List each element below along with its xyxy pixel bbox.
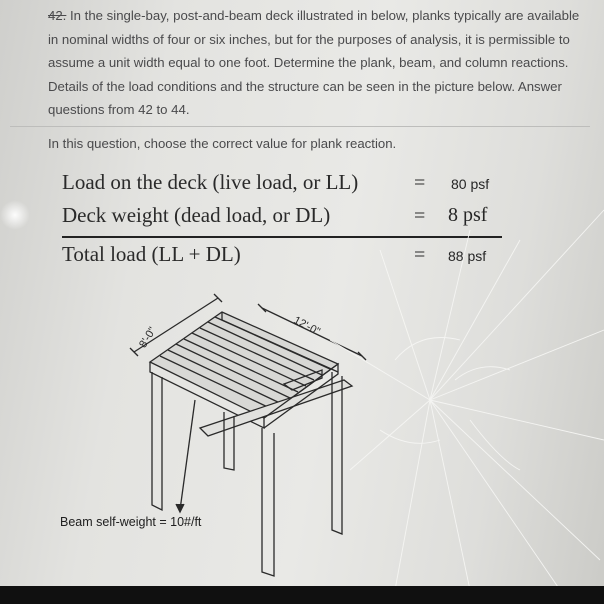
glare (0, 200, 30, 230)
load-value: 88 psf (448, 248, 487, 264)
problem-text: In the single-bay, post-and-beam deck illustrated in below, planks typically are available in nominal widths of four or six inches, but for the purposes of analysis, it is permissible to assume a unit width equal to one foot. Determine the plank, beam, and column reactions. Details of the load conditions and the structure can be seen in the picture below. Answer questions from 42 to 44. (48, 8, 580, 118)
load-label: Load on the deck (live load, or LL) (62, 170, 359, 194)
load-value: 8 psf (448, 204, 488, 226)
load-label: Deck weight (dead load, or DL) (62, 203, 331, 227)
equals-sign: = (414, 244, 426, 266)
load-label: Total load (LL + DL) (62, 242, 241, 266)
monitor-bezel (0, 586, 604, 604)
dim-width-label: 8'-0" (137, 325, 159, 351)
beam-weight-label: Beam self-weight = 10#/ft (60, 515, 202, 529)
question-prompt: In this question, choose the correct value for plank reaction. (48, 136, 397, 151)
screen-crack (330, 210, 604, 590)
load-value: 80 psf (451, 176, 490, 192)
problem-number: 42. (48, 8, 67, 23)
equals-sign: = (414, 172, 426, 194)
equals-sign: = (414, 205, 426, 227)
dim-length-label: 12'-0" (291, 314, 322, 339)
